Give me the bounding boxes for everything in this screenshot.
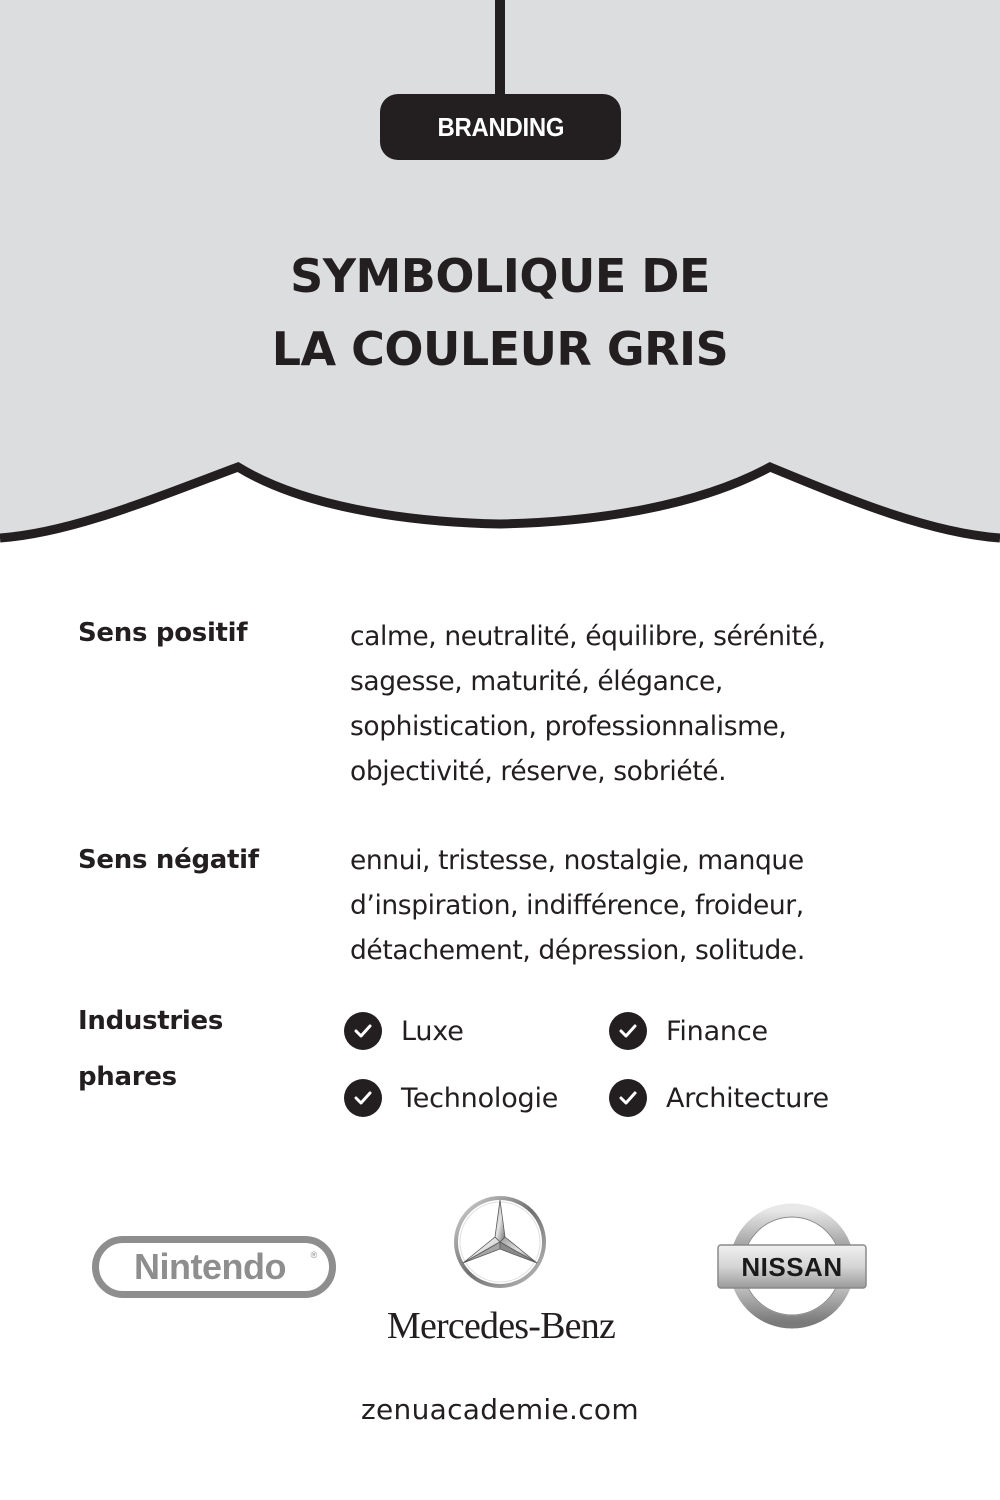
mercedes-benz-logo: [370, 1193, 632, 1343]
negative-line: ennui, tristesse, nostalgie, manque: [350, 845, 804, 876]
industry-label: Technologie: [401, 1082, 559, 1114]
positive-meaning-label: Sens positif: [78, 618, 248, 648]
page-title: [0, 240, 1000, 386]
check-circle-icon: [344, 1012, 382, 1050]
check-circle-icon: [344, 1079, 382, 1117]
industry-item-architecture: [609, 1078, 829, 1118]
registered-mark: ®: [310, 1250, 318, 1260]
negative-line: d’inspiration, indifférence, froideur,: [350, 890, 804, 921]
nissan-logo: [716, 1201, 868, 1331]
title-line-1: SYMBOLIQUE DE: [290, 249, 710, 303]
industry-label: Finance: [666, 1015, 768, 1047]
hanging-line: [495, 0, 505, 100]
industries-label-line-2: phares: [78, 1062, 177, 1092]
check-circle-icon: [609, 1012, 647, 1050]
industry-item-finance: [609, 1011, 768, 1051]
nintendo-wordmark: Nintendo: [134, 1246, 286, 1287]
negative-line: détachement, dépression, solitude.: [350, 935, 805, 966]
industries-label-line-1: Industries: [78, 1006, 224, 1036]
check-circle-icon: [609, 1079, 647, 1117]
positive-line: objectivité, réserve, sobriété.: [350, 756, 727, 787]
mercedes-benz-wordmark: Mercedes-Benz: [386, 1305, 616, 1343]
footer-url: zenuacademie.com: [361, 1393, 639, 1426]
positive-line: sagesse, maturité, élégance,: [350, 666, 723, 697]
industry-item-technologie: [344, 1078, 558, 1118]
industry-item-luxe: [344, 1011, 464, 1051]
category-badge: [380, 94, 621, 160]
positive-meaning-text: [350, 614, 950, 794]
negative-meaning-label: Sens négatif: [78, 845, 259, 875]
positive-line: sophistication, professionnalisme,: [350, 711, 787, 742]
nintendo-logo: [92, 1236, 336, 1298]
positive-line: calme, neutralité, équilibre, sérénité,: [350, 621, 826, 652]
industries-label: [78, 993, 223, 1105]
category-label: BRANDING: [437, 111, 564, 142]
title-line-2: LA COULEUR GRIS: [271, 322, 729, 376]
nissan-wordmark: NISSAN: [741, 1252, 843, 1282]
industry-label: Architecture: [666, 1082, 829, 1114]
negative-meaning-text: [350, 838, 950, 973]
industry-label: Luxe: [401, 1015, 464, 1047]
